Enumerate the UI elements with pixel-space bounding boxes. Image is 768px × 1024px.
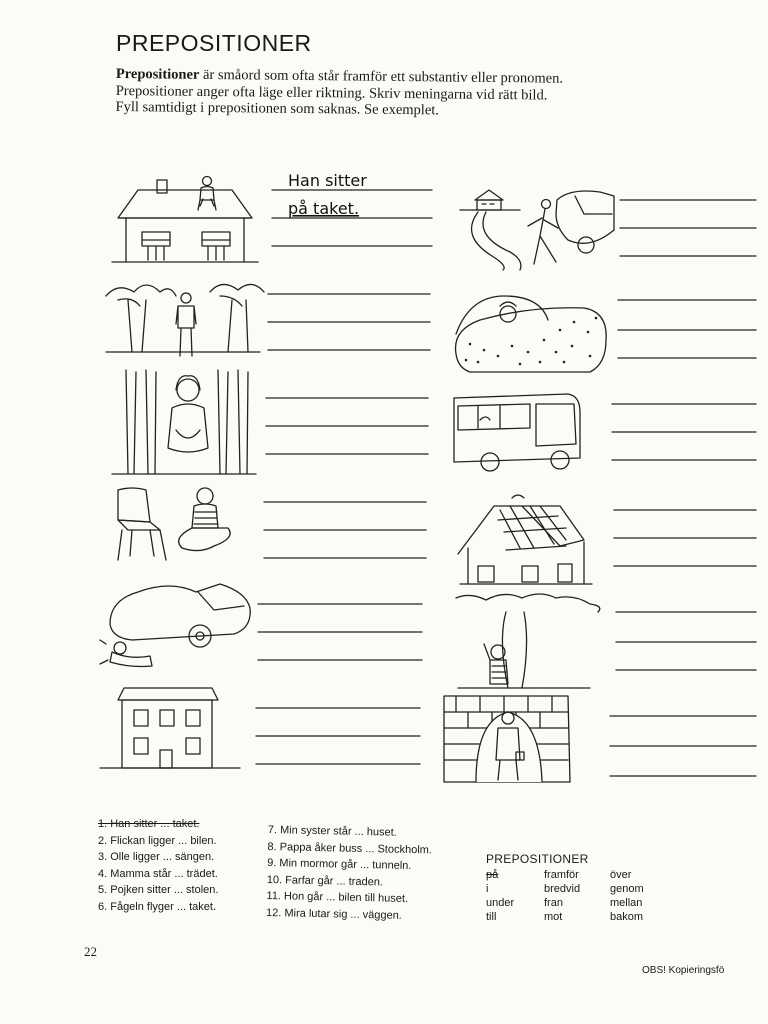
- answer-lines-row-2-right: [618, 300, 756, 358]
- sentence-11: 11. Hon går ... bilen till huset.: [266, 889, 409, 905]
- sentence-2: 2. Flickan ligger ... bilen.: [98, 834, 217, 847]
- preposition-word: mot: [544, 911, 563, 923]
- answer-lines-row-3-left: [266, 398, 428, 454]
- answer-lines-row-3-right: [612, 404, 756, 460]
- sentence-8: 8. Pappa åker buss ... Stockholm.: [267, 840, 433, 856]
- car-girl-picture: [100, 584, 250, 667]
- answer-lines-row-2-left: [268, 294, 430, 350]
- sentence-9: 9. Min mormor går ... tunneln.: [267, 856, 412, 873]
- preposition-word: genom: [610, 883, 644, 895]
- sentence-4: 4. Mamma står ... trädet.: [98, 867, 218, 880]
- preposition-word: framför: [544, 869, 579, 881]
- answer-lines-row-6-left: [256, 708, 420, 764]
- sentence-7: 7. Min syster står ... huset.: [267, 823, 397, 839]
- answer-lines-row-4-right: [614, 510, 756, 566]
- house-roof-picture: [112, 177, 258, 263]
- sentence-list-right: [266, 822, 433, 924]
- preposition-word: mellan: [610, 897, 643, 909]
- tree-person-picture: [456, 594, 600, 688]
- house-bird-picture: [458, 495, 592, 584]
- answer-lines-row-1-right: [620, 200, 756, 256]
- sentence-12: 12. Mira lutar sig ... väggen.: [265, 906, 402, 922]
- preposition-box-title: PREPOSITIONER: [486, 852, 589, 866]
- sentence-list-left: [98, 816, 218, 915]
- sentence-6: 6. Fågeln flyger ... taket.: [98, 900, 217, 913]
- bus-picture: [454, 394, 580, 471]
- preposition-word: över: [610, 869, 632, 881]
- answer-lines-row-5-right: [616, 612, 756, 670]
- forest-picture: [112, 370, 256, 474]
- preposition-word: bakom: [610, 911, 644, 923]
- answer-lines-row-5-left: [258, 604, 422, 660]
- copyright-footer: OBS! Kopieringsfö: [642, 965, 725, 976]
- intro-line-1-rest: är småord som ofta står framför ett substantiv eller pronomen.: [199, 66, 564, 87]
- preposition-word: fran: [544, 897, 563, 909]
- preposition-box: [486, 852, 670, 923]
- preposition-word: på: [486, 869, 499, 881]
- preposition-word: till: [486, 911, 497, 923]
- preposition-word: under: [486, 897, 515, 909]
- instruction-line-3: Fyll samtidigt i prepositionen som saknas. Se exemplet.: [115, 98, 440, 119]
- sentence-1: 1. Han sitter ... taket.: [98, 818, 200, 830]
- sentence-3: 3. Olle ligger ... sängen.: [98, 851, 215, 863]
- sentence-10: 10. Farfar går ... traden.: [266, 873, 384, 888]
- trees-picture: [106, 284, 264, 356]
- answer-lines-row-4-left: [264, 502, 426, 558]
- chair-boy-picture: [118, 488, 230, 560]
- tunnel-picture: [444, 696, 570, 782]
- intro-bold-word: Prepositioner: [115, 66, 200, 83]
- answer-lines-row-6-right: [610, 716, 756, 776]
- building-picture: [100, 688, 240, 768]
- bed-picture: [456, 296, 607, 372]
- example-answer-line-1: Han sitter: [288, 171, 367, 190]
- preposition-word-grid: [486, 869, 670, 923]
- instruction-line-2: Prepositioner anger ofta läge eller riktning. Skriv meningarna vid rätt bild.: [115, 82, 548, 104]
- preposition-word: i: [486, 883, 489, 895]
- page-number: 22: [84, 944, 97, 959]
- preposition-word: bredvid: [544, 883, 581, 895]
- example-answer-line-2: på taket.: [288, 199, 360, 218]
- car-house-picture: [460, 190, 614, 270]
- sentence-5: 5. Pojken sitter ... stolen.: [98, 884, 219, 896]
- page-title: PREPOSITIONER: [116, 30, 312, 56]
